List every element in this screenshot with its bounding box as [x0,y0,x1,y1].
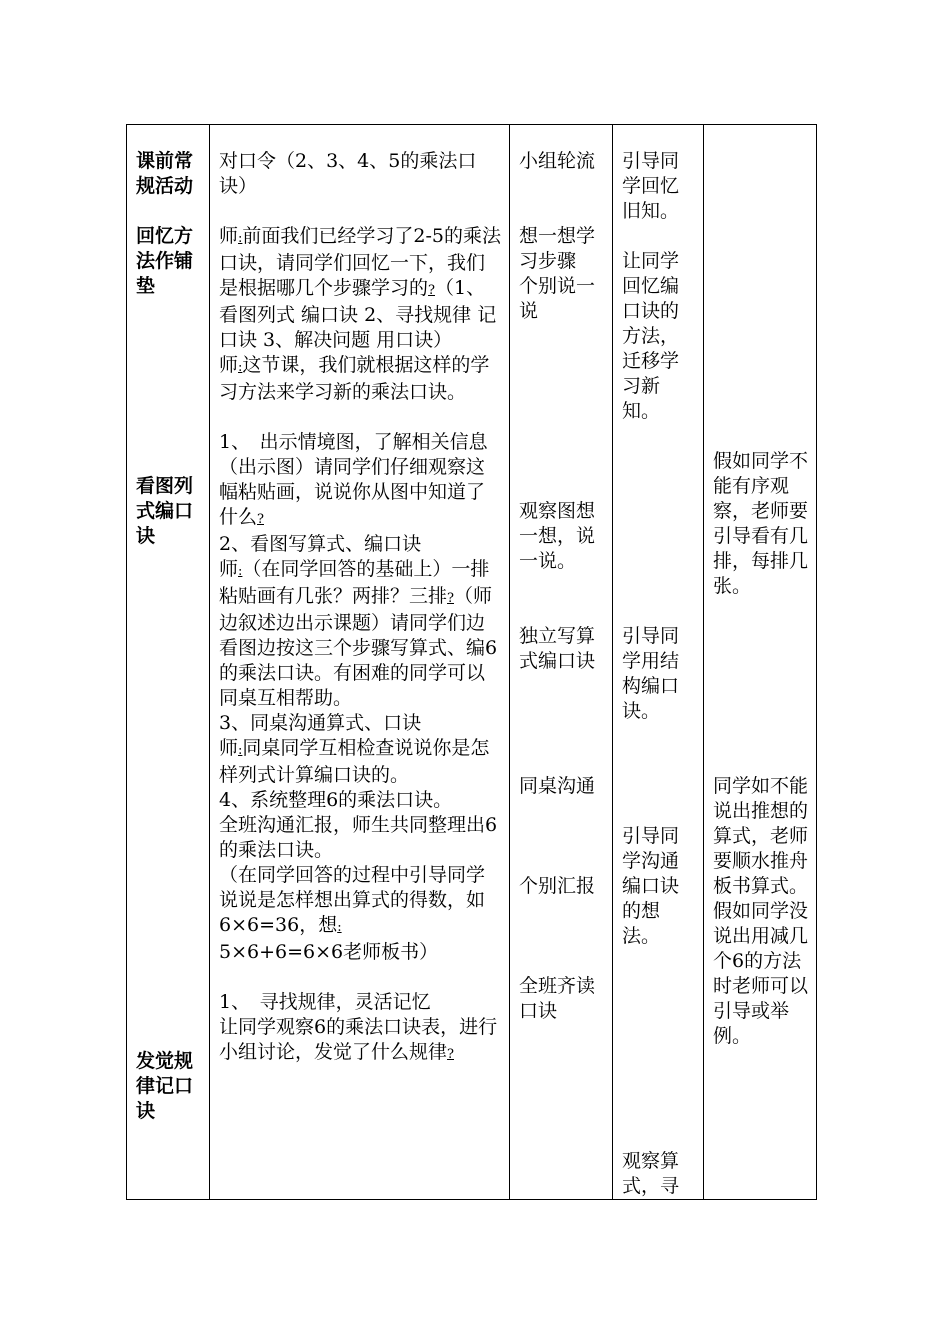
colon-mark: : [337,920,342,935]
question-mark: ? [257,512,264,527]
student-activity: 观察图想一想，说一说。 [519,500,596,572]
stage-review: 回忆方法作铺垫 [136,225,194,297]
process-heading: 4、系统整理6的乘法口诀。 [219,789,453,811]
process-paragraph [219,224,503,353]
process-text: 让同学观察6的乘法口诀表，进行小组讨论，发觉了什么规律 [219,1016,498,1063]
student-activity: 全班齐读口诀 [519,975,596,1022]
student-activity: 个别汇报 [519,875,596,897]
design-intent: 让同学回忆编口诀的方法，迁移学习新知。 [622,250,680,422]
teaching-note: 假如同学不能有序观察，老师要引导看有几排，每排几张。 [713,450,809,597]
lesson-plan-table [126,124,817,1200]
student-activity-column [510,125,613,1200]
process-text: 全班沟通汇报，师生共同整理出6的乘法口诀。 [219,814,498,861]
design-intent: 引导同学沟通编口诀的想法。 [622,825,680,947]
notes-column [704,125,817,1200]
process-text: 5×6+6=6×6老师板书） [219,941,439,963]
speaker-label: 师 [219,354,239,376]
process-text: （在同学回答的过程中引导同学说说是怎样想出算式的得数，如6×6=36，想 [219,864,486,936]
speaker-label: 师 [219,225,239,247]
process-column [210,125,510,1200]
stage-picture-formula: 看图列式编口诀 [136,475,194,547]
colon-mark: : [238,360,243,375]
process-text: 这节课，我们就根据这样的学习方法来学习新的乘法口诀。 [219,354,490,403]
process-paragraph [219,353,503,405]
process-text: （在同学回答的基础上）一排粘贴画有几张？两排？三排 [219,558,490,607]
process-paragraph [219,557,503,711]
design-intent-column [613,125,704,1200]
process-paragraph [219,736,503,788]
student-activity: 想一想学习步骤 [519,225,596,272]
process-heading: 1、 寻找规律，灵活记忆 [219,991,431,1013]
process-text: 同桌同学互相检查说说你是怎样列式计算编口诀的。 [219,737,490,786]
process-paragraph [219,1015,503,1067]
process-text: （师边叙述边出示课题）请同学们边看图边按这三个步骤写算式、编6的乘法口诀。有困难的同学可以同桌互相帮助。 [219,585,498,709]
student-activity: 小组轮流 [519,150,596,172]
process-heading: 1、 出示情境图，了解相关信息 [219,431,488,453]
speaker-label: 师 [219,558,239,580]
process-heading: 2、看图写算式、编口诀 [219,533,422,555]
design-intent: 引导同学回忆旧知。 [622,150,680,222]
table-row [127,125,817,1200]
stage-column [127,125,210,1200]
process-text: （出示图）请同学们仔细观察这幅粘贴画，说说你从图中知道了什么 [219,456,486,528]
process-text: 前面我们已经学习了2-5的乘法口诀，请同学们回忆一下，我们是根据哪几个步骤学习的 [219,225,502,299]
student-activity: 独立写算式编口诀 [519,625,596,672]
question-mark: ? [447,591,454,606]
speaker-label: 师 [219,737,239,759]
process-paragraph [219,863,503,940]
design-intent: 引导同学用结构编口诀。 [622,625,680,722]
student-activity: 同桌沟通 [519,775,596,797]
stage-discover-rule: 发觉规律记口诀 [136,1050,194,1122]
colon-mark: : [238,231,243,246]
teaching-note: 同学如不能说出推想的算式，老师要顺水推舟板书算式。 [713,775,809,897]
colon-mark: : [238,564,243,579]
question-mark: ? [428,283,435,298]
process-line: 对口令（2、3、4、5的乘法口诀） [219,150,477,197]
question-mark: ? [447,1047,454,1062]
process-text: （1、看图列式 编口诀 2、寻找规律 记口诀 3、解决问题 用口诀） [219,277,497,351]
process-paragraph [219,455,503,532]
design-intent: 观察算式，寻 [622,1150,680,1197]
colon-mark: : [238,743,243,758]
teaching-note: 假如同学没说出用减几个6的方法时老师可以引导或举例。 [713,900,809,1047]
stage-warmup: 课前常规活动 [136,150,194,197]
process-heading: 3、同桌沟通算式、口诀 [219,712,422,734]
student-activity: 个别说一说 [519,275,596,322]
